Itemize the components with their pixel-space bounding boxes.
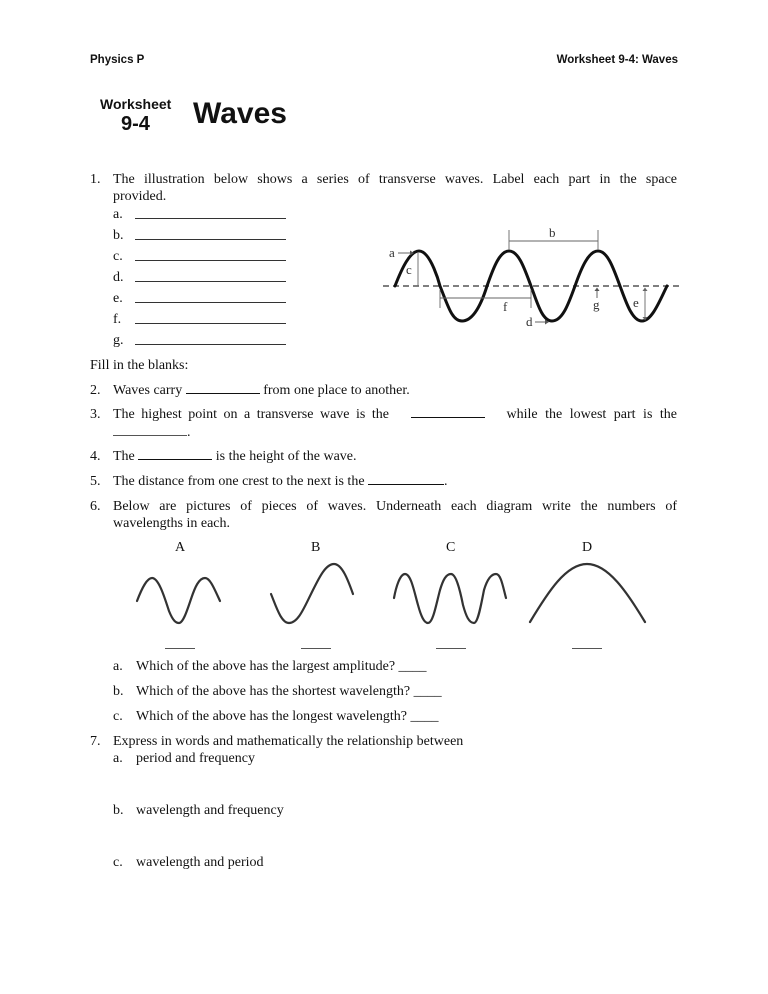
q1-item-letter: e. (113, 291, 123, 306)
wave-label-a: A (175, 540, 186, 555)
q7-text: Express in words and mathematically the relationship between (113, 734, 464, 749)
q1-item-letter: f. (113, 312, 122, 327)
q6-number: 6. (90, 499, 101, 514)
q7-sub-b-letter: b. (113, 803, 124, 818)
q7-sub-c-text: wavelength and period (136, 855, 264, 870)
wave-label-b: B (311, 540, 321, 555)
q2-number: 2. (90, 383, 101, 398)
q7-sub-a-letter: a. (113, 751, 123, 766)
q3-number: 3. (90, 407, 101, 422)
q6-text-line2: wavelengths in each. (113, 516, 231, 531)
label-b: b (549, 225, 556, 240)
worksheet-number: 9-4 (121, 113, 150, 135)
label-a: a (389, 245, 395, 260)
q1-text-line1: The illustration below shows a series of transverse waves. Label each part in the space (113, 172, 677, 187)
wave-answer-a[interactable] (165, 648, 195, 649)
q7-sub-c-letter: c. (113, 855, 123, 870)
q6-sub-b-text: Which of the above has the shortest wavelength? ____ (136, 684, 442, 699)
wave-piece-b (271, 564, 353, 623)
q5-text-after: . (444, 474, 448, 489)
label-c: c (406, 262, 412, 277)
q4-text-before: The (113, 449, 135, 464)
q6-sub-a-text: Which of the above has the largest amplitude? ____ (136, 659, 427, 674)
fill-heading: Fill in the blanks: (90, 358, 189, 373)
q6-sub-c-text: Which of the above has the longest wavelength? ____ (136, 709, 439, 724)
q6-text-line1: Below are pictures of pieces of waves. Underneath each diagram write the numbers of (113, 499, 677, 514)
q1-item-letter: g. (113, 333, 124, 348)
q4-text-after: is the height of the wave. (215, 449, 357, 464)
label-g: g (593, 297, 600, 312)
wave-label-d: D (582, 540, 593, 555)
q1-item-letter: d. (113, 270, 124, 285)
wave-piece-a (137, 578, 220, 623)
wave-answer-d[interactable] (572, 648, 602, 649)
q5-number: 5. (90, 474, 101, 489)
worksheet-label: Worksheet (100, 96, 172, 112)
page-title: Waves (193, 97, 287, 130)
wave-piece-d (530, 564, 645, 622)
q7-number: 7. (90, 734, 101, 749)
wave-answer-c[interactable] (436, 648, 466, 649)
q7-sub-a-text: period and frequency (136, 751, 255, 766)
label-d: d (526, 314, 533, 329)
q4-number: 4. (90, 449, 101, 464)
q3-text-after: while the lowest part is the (506, 407, 677, 422)
q1-item-letter: b. (113, 228, 124, 243)
q6-sub-c-letter: c. (113, 709, 123, 724)
q3-text-before: The highest point on a transverse wave is the (113, 407, 389, 422)
q1-item-letter: c. (113, 249, 123, 264)
header-worksheet-title: Worksheet 9-4: Waves (556, 54, 678, 66)
q3-end: . (187, 425, 191, 440)
label-f: f (503, 299, 508, 314)
q7-sub-b-text: wavelength and frequency (136, 803, 284, 818)
wave-answer-b[interactable] (301, 648, 331, 649)
q1-number: 1. (90, 172, 101, 187)
q1-item-letter: a. (113, 207, 123, 222)
q5-text-before: The distance from one crest to the next is the (113, 474, 365, 489)
wave-piece-c (394, 574, 506, 623)
label-e: e (633, 295, 639, 310)
q2-text-after: from one place to another. (263, 383, 410, 398)
wave-label-c: C (446, 540, 456, 555)
q6-sub-a-letter: a. (113, 659, 123, 674)
q1-text-line2: provided. (113, 189, 167, 204)
header-course: Physics P (90, 54, 145, 66)
q2-text-before: Waves carry (113, 383, 183, 398)
q6-sub-b-letter: b. (113, 684, 124, 699)
